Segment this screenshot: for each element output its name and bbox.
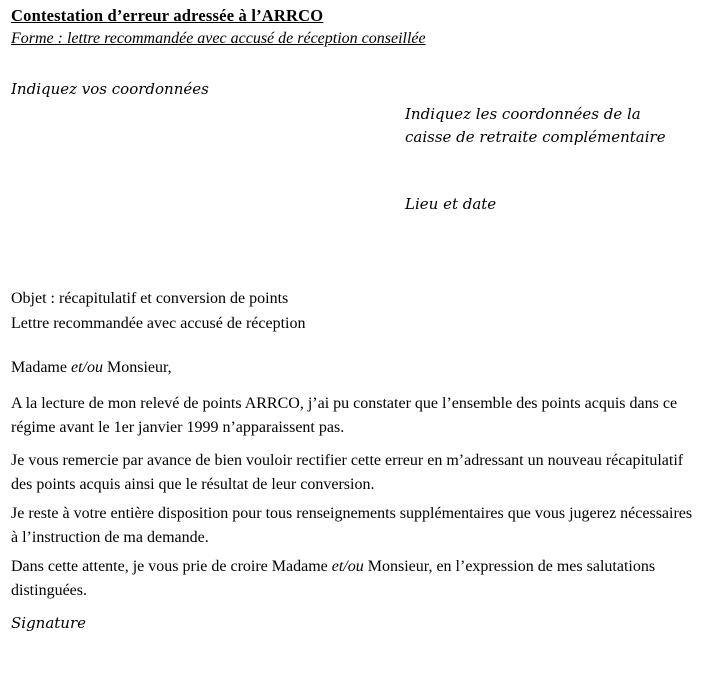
signature-placeholder: Signature (11, 614, 87, 632)
body-paragraph: Je vous remercie par avance de bien vouloir rectifier cette erreur en m’adressant un nouveau récapitulatif des points acquis ainsi que le résultat de leur conversion. (11, 452, 684, 493)
form-note: Forme : lettre recommandée avec accusé de réception conseillée (11, 30, 426, 47)
closing-text-before: Dans cette attente, je vous prie de croire Madame (11, 558, 332, 575)
sender-details-placeholder: Indiquez vos coordonnées (11, 80, 209, 98)
place-and-date-placeholder: Lieu et date (405, 195, 497, 213)
salutation-emphasis: et/ou (70, 359, 103, 376)
body-paragraph: Je reste à votre entière disposition pour tous renseignements supplémentaires que vous jugerez nécessaires à l’instruction de ma demande. (11, 505, 693, 546)
closing-emphasis: et/ou (331, 558, 364, 575)
salutation-line (11, 356, 172, 380)
salutation-text-before: Madame (11, 359, 71, 376)
closing-text-after: Monsieur, en l’expression de mes salutations distinguées. (11, 558, 656, 599)
salutation-text-after: Monsieur, (102, 359, 172, 376)
subject-line: Objet : récapitulatif et conversion de points (11, 290, 289, 307)
body-paragraph: A la lecture de mon relevé de points ARRCO, j’ai pu constater que l’ensemble des points acquis dans ce régime avant le 1er janvier 1999 n’apparaissent pas. (11, 395, 678, 436)
closing-paragraph (11, 555, 661, 603)
delivery-note-line: Lettre recommandée avec accusé de réception (11, 315, 306, 332)
document-title: Contestation d’erreur adressée à l’ARRCO (11, 6, 324, 25)
recipient-details-placeholder: Indiquez les coordonnées de la caisse de retraite complémentaire (405, 105, 666, 146)
